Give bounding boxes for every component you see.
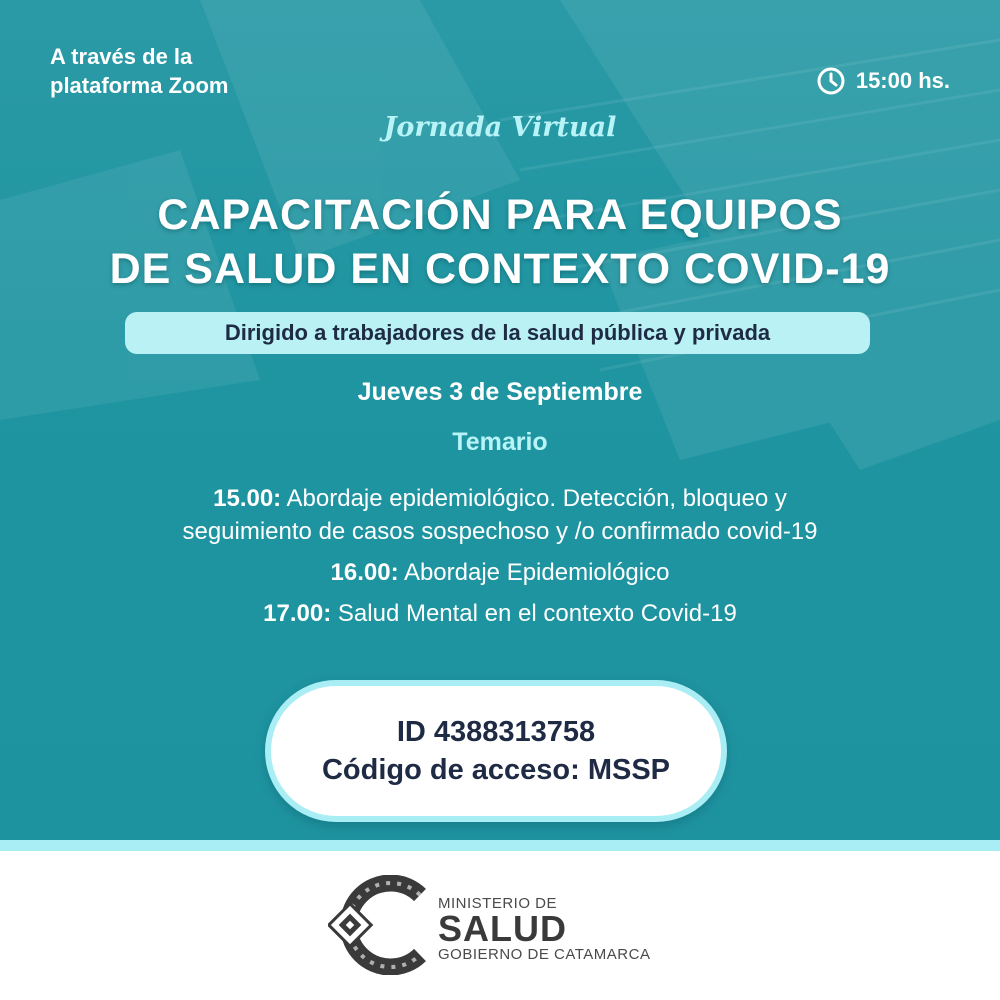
agenda-item-time: 16.00: bbox=[330, 559, 399, 586]
access-info-box bbox=[265, 680, 727, 822]
meeting-id: ID 4388313758 bbox=[396, 716, 596, 748]
agenda-item bbox=[0, 482, 1000, 515]
clock-icon bbox=[816, 66, 846, 96]
event-title-line-1: CAPACITACIÓN PARA EQUIPOS bbox=[157, 191, 843, 239]
access-code: Código de acceso: MSSP bbox=[321, 754, 671, 786]
audience-badge: Dirigido a trabajadores de la salud pública y privada bbox=[125, 312, 870, 354]
agenda-item-text: Abordaje Epidemiológico bbox=[398, 559, 670, 586]
event-type: Jornada Virtual bbox=[383, 112, 617, 143]
agenda-item bbox=[0, 597, 1000, 630]
divider-stripe bbox=[0, 840, 1000, 851]
event-date: Jueves 3 de Septiembre bbox=[357, 378, 643, 406]
platform-info bbox=[50, 42, 228, 100]
agenda-item-time: 15.00: bbox=[213, 485, 282, 512]
agenda-item-text: Abordaje epidemiológico. Detección, bloqueo y bbox=[281, 485, 787, 512]
ministry-logo-text bbox=[438, 895, 650, 963]
agenda-item bbox=[0, 556, 1000, 589]
event-time: 15:00 hs. bbox=[855, 68, 950, 93]
event-title bbox=[0, 188, 1000, 296]
logo-line-3: GOBIERNO DE CATAMARCA bbox=[438, 946, 651, 963]
agenda-item-time: 17.00: bbox=[263, 600, 332, 627]
agenda-list bbox=[0, 482, 1000, 630]
agenda-heading: Temario bbox=[452, 428, 548, 456]
event-title-line-2: DE SALUD EN CONTEXTO COVID-19 bbox=[109, 245, 891, 293]
logo-line-2: SALUD bbox=[438, 908, 567, 949]
platform-line-2: plataforma Zoom bbox=[50, 73, 229, 98]
platform-line-1: A través de la bbox=[50, 44, 193, 69]
agenda-item-continued: seguimiento de casos sospechoso y /o confirmado covid-19 bbox=[182, 518, 818, 545]
agenda-item-text: Salud Mental en el contexto Covid-19 bbox=[331, 600, 737, 627]
logo-line-1: MINISTERIO DE bbox=[438, 895, 558, 912]
time-info bbox=[816, 66, 950, 96]
